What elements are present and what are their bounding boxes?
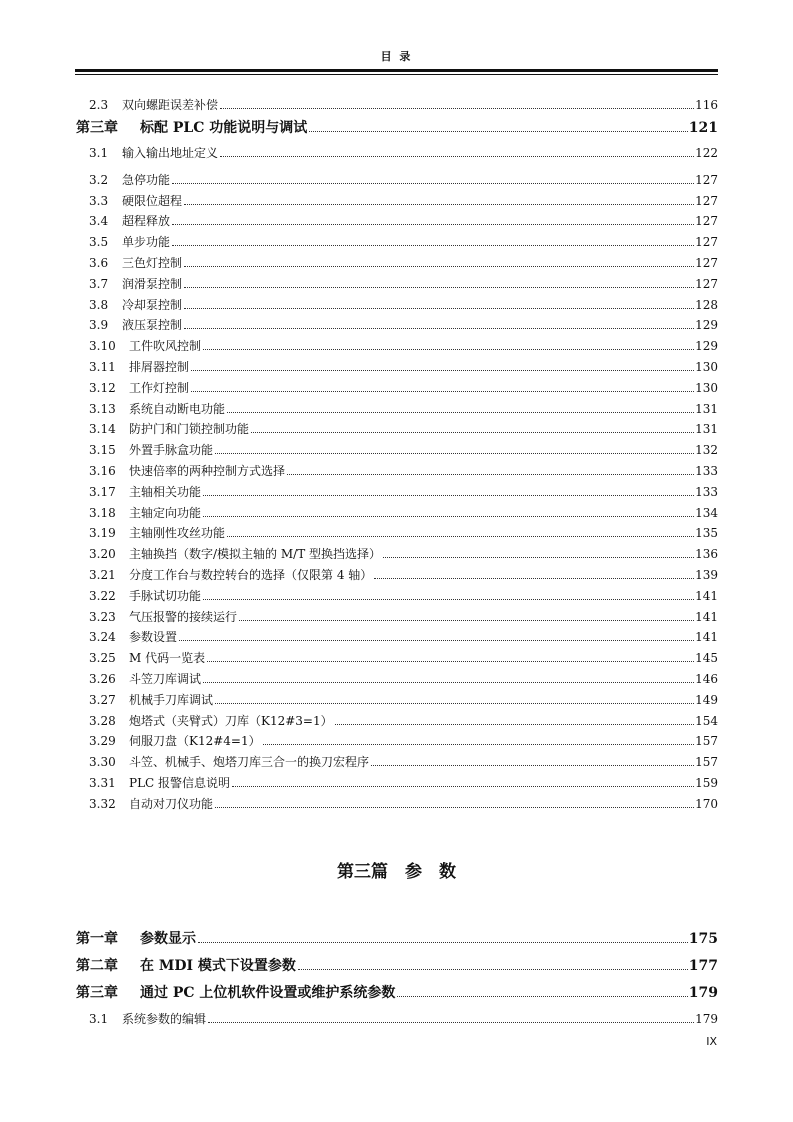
- toc-entry-page: 134: [695, 506, 718, 520]
- toc-entry-number: 3.9: [89, 318, 109, 332]
- toc-entry-title: 润滑泵控制: [122, 277, 183, 291]
- toc-dot-leader: [172, 223, 694, 225]
- toc-entry-page: 127: [695, 173, 718, 187]
- toc-dot-leader: [309, 130, 688, 132]
- toc-entry-page: 132: [695, 443, 718, 457]
- toc-entry-title: 斗笠、机械手、炮塔刀库三合一的换刀宏程序: [129, 755, 370, 769]
- toc-entry-number: 3.16: [89, 464, 116, 478]
- toc-section-entry[interactable]: [89, 171, 718, 187]
- toc-section-entry[interactable]: [89, 712, 718, 728]
- toc-entry-number: 3.10: [89, 339, 116, 353]
- toc-dot-leader: [184, 203, 694, 205]
- toc-entry-title: 硬限位超程: [122, 194, 183, 208]
- toc-dot-leader: [232, 785, 694, 787]
- toc-entry-title: 外置手脉盒功能: [129, 443, 214, 457]
- toc-entry-number: 3.1: [89, 1012, 109, 1026]
- toc-dot-leader: [220, 107, 694, 109]
- toc-section-entry[interactable]: [89, 254, 718, 270]
- toc-entry-number: 3.23: [89, 610, 116, 624]
- toc-entry-title: 工件吹风控制: [129, 339, 202, 353]
- toc-section-entry[interactable]: [89, 379, 718, 395]
- toc-section-entry[interactable]: [89, 296, 718, 312]
- toc-dot-leader: [374, 577, 694, 579]
- toc-entry-page: 177: [688, 958, 718, 974]
- toc-entry-page: 121: [688, 120, 718, 136]
- toc-entry-page: 154: [695, 714, 718, 728]
- toc-dot-leader: [203, 515, 694, 517]
- toc-chapter-entry[interactable]: [76, 955, 718, 973]
- toc-entry-page: 133: [695, 485, 718, 499]
- toc-section-entry[interactable]: [89, 483, 718, 499]
- toc-entry-title: 斗笠刀库调试: [129, 672, 202, 686]
- toc-entry-number: 3.21: [89, 568, 116, 582]
- toc-entry-number: 第一章: [76, 931, 118, 947]
- toc-entry-title: PLC 报警信息说明: [129, 776, 231, 790]
- toc-entry-number: 3.4: [89, 214, 109, 228]
- toc-section-entry[interactable]: [89, 628, 718, 644]
- toc-dot-leader: [207, 660, 694, 662]
- toc-entry-page: 179: [688, 985, 718, 1001]
- toc-entry-number: 3.26: [89, 672, 116, 686]
- toc-entry-page: 135: [695, 526, 718, 540]
- toc-entry-number: 3.28: [89, 714, 116, 728]
- toc-entry-page: 145: [695, 651, 718, 665]
- toc-entry-title: 主轴换挡（数字/模拟主轴的 M/T 型换挡选择）: [129, 547, 382, 561]
- toc-entry-page: 116: [695, 98, 718, 112]
- toc-section-entry[interactable]: [89, 337, 718, 353]
- toc-dot-leader: [397, 995, 687, 997]
- toc-section-entry[interactable]: [89, 144, 718, 160]
- toc-section-entry[interactable]: [89, 96, 718, 112]
- toc-entry-title: 手脉试切功能: [129, 589, 202, 603]
- toc-entry-title: 三色灯控制: [122, 256, 183, 270]
- toc-dot-leader: [251, 431, 694, 433]
- toc-entry-page: 133: [695, 464, 718, 478]
- toc-entry-page: 127: [695, 277, 718, 291]
- toc-entry-number: 3.15: [89, 443, 116, 457]
- toc-section-entry[interactable]: [89, 504, 718, 520]
- toc-entry-page: 157: [695, 755, 718, 769]
- toc-section-entry[interactable]: [89, 691, 718, 707]
- toc-entry-page: 131: [695, 422, 718, 436]
- toc-entry-title: M 代码一览表: [129, 651, 206, 665]
- header-rule-thick: [75, 69, 718, 72]
- toc-dot-leader: [227, 411, 694, 413]
- toc-entry-number: 3.14: [89, 422, 116, 436]
- toc-dot-leader: [335, 723, 694, 725]
- toc-section-entry[interactable]: [89, 420, 718, 436]
- toc-section-entry[interactable]: [89, 462, 718, 478]
- toc-dot-leader: [215, 702, 694, 704]
- toc-entry-title: 参数设置: [129, 630, 178, 644]
- toc-entry-title: 伺服刀盘（K12#4=1）: [129, 734, 261, 748]
- toc-entry-number: 3.27: [89, 693, 116, 707]
- toc-entry-number: 3.3: [89, 194, 109, 208]
- toc-dot-leader: [215, 452, 694, 454]
- toc-entry-title: 在 MDI 模式下设置参数: [140, 958, 296, 974]
- toc-dot-leader: [184, 286, 694, 288]
- toc-dot-leader: [179, 639, 694, 641]
- toc-entry-number: 3.20: [89, 547, 116, 561]
- toc-entry-number: 3.17: [89, 485, 116, 499]
- toc-entry-page: 129: [695, 318, 718, 332]
- toc-entry-title: 防护门和门锁控制功能: [129, 422, 250, 436]
- toc-entry-page: 149: [695, 693, 718, 707]
- toc-entry-title: 通过 PC 上位机软件设置或维护系统参数: [140, 985, 396, 1001]
- toc-dot-leader: [383, 556, 694, 558]
- toc-section-entry[interactable]: [89, 524, 718, 540]
- toc-entry-number: 3.24: [89, 630, 116, 644]
- toc-section-entry[interactable]: [89, 358, 718, 374]
- toc-entry-number: 第三章: [76, 985, 118, 1001]
- toc-dot-leader: [184, 265, 694, 267]
- toc-entry-page: 130: [695, 360, 718, 374]
- toc-entry-page: 175: [688, 931, 718, 947]
- toc-entry-title: 超程释放: [122, 214, 171, 228]
- toc-section-entry[interactable]: [89, 649, 718, 665]
- toc-entry-title: 工作灯控制: [129, 381, 190, 395]
- toc-section-entry[interactable]: [89, 275, 718, 291]
- toc-entry-number: 3.13: [89, 402, 116, 416]
- toc-dot-leader: [203, 348, 694, 350]
- toc-entry-title: 快速倍率的两种控制方式选择: [129, 464, 286, 478]
- toc-section-entry[interactable]: [89, 732, 718, 748]
- toc-entry-page: 146: [695, 672, 718, 686]
- toc-entry-number: 3.5: [89, 235, 109, 249]
- toc-entry-number: 3.1: [89, 146, 109, 160]
- toc-section-entry[interactable]: [89, 316, 718, 332]
- toc-section-entry[interactable]: [89, 608, 718, 624]
- toc-entry-number: 3.19: [89, 526, 116, 540]
- toc-entry-page: 157: [695, 734, 718, 748]
- toc-section-entry[interactable]: [89, 795, 718, 811]
- toc-entry-page: 179: [695, 1012, 718, 1026]
- toc-dot-leader: [215, 806, 694, 808]
- toc-entry-number: 第二章: [76, 958, 118, 974]
- toc-dot-leader: [203, 598, 694, 600]
- toc-entry-page: 139: [695, 568, 718, 582]
- toc-entry-page: 141: [695, 589, 718, 603]
- toc-dot-leader: [198, 941, 688, 943]
- toc-section-entry[interactable]: [89, 400, 718, 416]
- toc-entry-number: 3.29: [89, 734, 116, 748]
- toc-entry-page: 122: [695, 146, 718, 160]
- toc-entry-page: 127: [695, 214, 718, 228]
- toc-section-entry[interactable]: [89, 753, 718, 769]
- toc-entry-number: 3.31: [89, 776, 116, 790]
- toc-entry-page: 136: [695, 547, 718, 561]
- toc-dot-leader: [208, 1021, 694, 1023]
- toc-entry-title: 急停功能: [122, 173, 171, 187]
- toc-entry-page: 127: [695, 256, 718, 270]
- toc-chapter-entry[interactable]: [76, 117, 718, 135]
- toc-dot-leader: [172, 182, 694, 184]
- page-header-title: 目 录: [380, 50, 413, 63]
- toc-entry-number: 3.6: [89, 256, 109, 270]
- toc-section-entry[interactable]: [89, 670, 718, 686]
- toc-entry-page: 170: [695, 797, 718, 811]
- toc-chapter-entry[interactable]: [76, 982, 718, 1000]
- toc-section-entry[interactable]: [89, 566, 718, 582]
- toc-dot-leader: [287, 473, 694, 475]
- part-title: 第三篇 参 数: [337, 862, 456, 882]
- toc-dot-leader: [172, 244, 694, 246]
- toc-entry-number: 第三章: [76, 120, 118, 136]
- toc-entry-title: 主轴相关功能: [129, 485, 202, 499]
- toc-dot-leader: [371, 764, 694, 766]
- toc-entry-number: 2.3: [89, 98, 109, 112]
- toc-entry-number: 3.12: [89, 381, 116, 395]
- toc-dot-leader: [227, 535, 694, 537]
- toc-entry-title: 炮塔式（夹臂式）刀库（K12#3=1）: [129, 714, 333, 728]
- toc-entry-number: 3.32: [89, 797, 116, 811]
- toc-dot-leader: [191, 369, 694, 371]
- toc-entry-title: 机械手刀库调试: [129, 693, 214, 707]
- toc-entry-page: 141: [695, 630, 718, 644]
- toc-section-entry[interactable]: [89, 587, 718, 603]
- toc-entry-number: 3.2: [89, 173, 109, 187]
- toc-entry-page: 159: [695, 776, 718, 790]
- toc-section-entry[interactable]: [89, 441, 718, 457]
- toc-entry-number: 3.25: [89, 651, 116, 665]
- toc-entry-number: 3.8: [89, 298, 109, 312]
- toc-entry-title: 输入输出地址定义: [122, 146, 219, 160]
- toc-dot-leader: [184, 327, 694, 329]
- toc-entry-page: 128: [695, 298, 718, 312]
- toc-dot-leader: [191, 390, 694, 392]
- toc-section-entry[interactable]: [89, 192, 718, 208]
- toc-entry-page: 131: [695, 402, 718, 416]
- toc-section-entry[interactable]: [89, 774, 718, 790]
- toc-entry-number: 3.22: [89, 589, 116, 603]
- toc-entry-page: 127: [695, 194, 718, 208]
- toc-entry-title: 冷却泵控制: [122, 298, 183, 312]
- toc-section-entry[interactable]: [89, 545, 718, 561]
- toc-dot-leader: [203, 494, 694, 496]
- toc-entry-number: 3.18: [89, 506, 116, 520]
- toc-entry-page: 127: [695, 235, 718, 249]
- toc-entry-title: 分度工作台与数控转台的选择（仅限第 4 轴）: [129, 568, 373, 582]
- toc-dot-leader: [263, 743, 694, 745]
- toc-entry-number: 3.30: [89, 755, 116, 769]
- toc-section-entry[interactable]: [89, 1010, 718, 1026]
- toc-entry-title: 液压泵控制: [122, 318, 183, 332]
- toc-entry-number: 3.7: [89, 277, 109, 291]
- toc-entry-title: 自动对刀仪功能: [129, 797, 214, 811]
- toc-entry-title: 主轴定向功能: [129, 506, 202, 520]
- toc-chapter-entry[interactable]: [76, 928, 718, 946]
- toc-dot-leader: [220, 155, 694, 157]
- toc-entry-title: 系统参数的编辑: [122, 1012, 207, 1026]
- toc-entry-title: 气压报警的接续运行: [129, 610, 238, 624]
- toc-entry-title: 排屑器控制: [129, 360, 190, 374]
- toc-entry-title: 标配 PLC 功能说明与调试: [140, 120, 308, 136]
- toc-entry-title: 单步功能: [122, 235, 171, 249]
- toc-entry-number: 3.11: [89, 360, 116, 374]
- toc-dot-leader: [203, 681, 694, 683]
- toc-entry-title: 主轴刚性攻丝功能: [129, 526, 226, 540]
- toc-section-entry[interactable]: [89, 233, 718, 249]
- page-number: IX: [706, 1035, 717, 1048]
- toc-entry-title: 参数显示: [140, 931, 196, 947]
- toc-entry-title: 系统自动断电功能: [129, 402, 226, 416]
- toc-dot-leader: [184, 307, 694, 309]
- toc-entry-page: 141: [695, 610, 718, 624]
- header-rule-thin: [75, 74, 718, 75]
- toc-entry-page: 130: [695, 381, 718, 395]
- toc-entry-page: 129: [695, 339, 718, 353]
- toc-section-entry[interactable]: [89, 212, 718, 228]
- toc-dot-leader: [298, 968, 688, 970]
- toc-entry-title: 双向螺距误差补偿: [122, 98, 219, 112]
- toc-dot-leader: [239, 619, 694, 621]
